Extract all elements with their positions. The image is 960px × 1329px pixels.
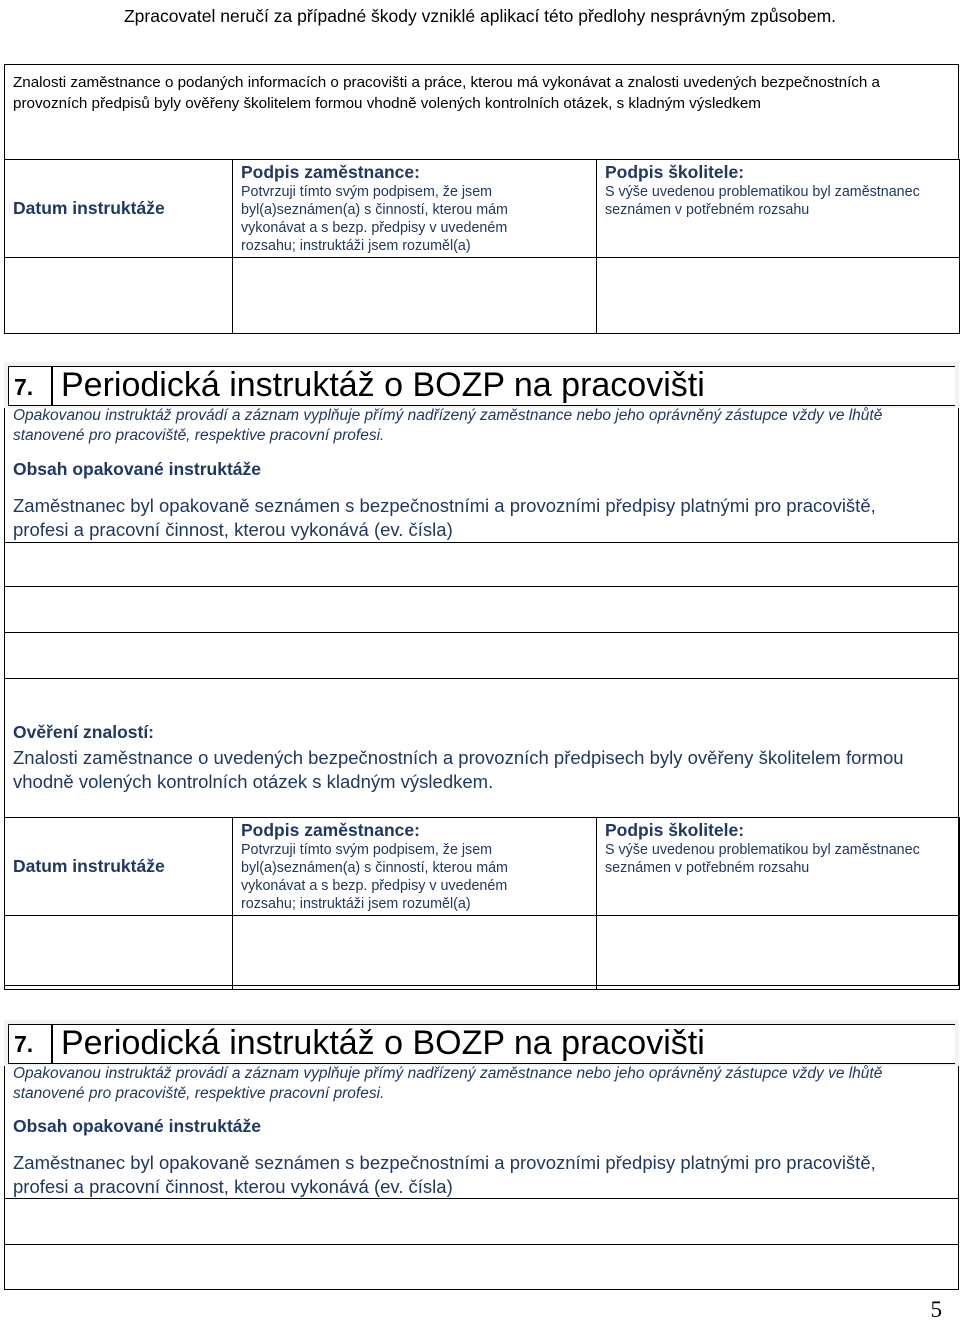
section-number: 7. (14, 1031, 34, 1057)
content-heading: Obsah opakované instruktáže (13, 459, 261, 479)
section-title: Periodická instruktáž o BOZP na pracovišti (61, 1024, 705, 1062)
section-description: Opakovanou instruktáž provádí a záznam vyplňuje přímý nadřízený zaměstnance nebo jeho oprávněný zástupce vždy ve lhůtě stanovené pro pracoviště, respektive pracovní profesi. (13, 407, 883, 444)
employee-text: Potvrzuji tímto svým podpisem, že jsem byl(a)seznámen(a) s činností, kterou mám vykonávat a s bezp. předpisy v uvedeném rozsahu; instruktáži jsem rozuměl(a) (241, 842, 508, 912)
content-heading: Obsah opakované instruktáže (13, 1116, 261, 1136)
datum-label: Datum instruktáže (5, 160, 233, 258)
signature-table-1 (4, 159, 960, 334)
verification-text: Znalosti zaměstnance o uvedených bezpečnostních a provozních předpisech byly ověřeny školitelem formou vhodně volených kontrolních otázek s kladným výsledkem. (13, 747, 904, 792)
trainer-signature-field[interactable] (597, 916, 960, 990)
trainer-text: S výše uvedenou problematikou byl zaměstnanec seznámen v potřebném rozsahu (605, 184, 920, 218)
content-line-1[interactable] (4, 542, 959, 586)
employee-signature-field[interactable] (233, 916, 597, 990)
content-text: Zaměstnanec byl opakovaně seznámen s bezpečnostními a provozními předpisy platnými pro pracoviště, profesi a pracovní činnost, kterou vykonává (ev. čísla) (13, 1152, 876, 1197)
employee-signature-header (233, 818, 597, 916)
content-text: Zaměstnanec byl opakovaně seznámen s bezpečnostními a provozními předpisy platnými pro pracoviště, profesi a pracovní činnost, kterou vykonává (ev. čísla) (13, 495, 876, 540)
employee-text: Potvrzuji tímto svým podpisem, že jsem byl(a)seznámen(a) s činností, kterou mám vykonávat a s bezp. předpisy v uvedeném rozsahu; instruktáži jsem rozuměl(a) (241, 184, 508, 254)
datum-field[interactable] (5, 258, 233, 334)
employee-heading: Podpis zaměstnance: (241, 820, 420, 840)
employee-heading: Podpis zaměstnance: (241, 162, 420, 182)
content-line-2[interactable] (4, 586, 959, 632)
trainer-text: S výše uvedenou problematikou byl zaměstnanec seznámen v potřebném rozsahu (605, 842, 920, 876)
employee-signature-header (233, 160, 597, 258)
trainer-signature-header (597, 818, 960, 916)
section-title: Periodická instruktáž o BOZP na pracovišti (61, 366, 705, 404)
datum-field[interactable] (5, 916, 233, 990)
content-line-1[interactable] (4, 1198, 959, 1244)
content-line-2[interactable] (4, 1244, 959, 1290)
trainer-heading: Podpis školitele: (605, 162, 745, 182)
section-number: 7. (14, 374, 34, 400)
section-description: Opakovanou instruktáž provádí a záznam vyplňuje přímý nadřízený zaměstnance nebo jeho oprávněný zástupce vždy ve lhůtě stanovené pro pracoviště, respektive pracovní profesi. (13, 1065, 883, 1102)
trainer-heading: Podpis školitele: (605, 820, 745, 840)
disclaimer: Zpracovatel neručí za případné škody vzniklé aplikací této předlohy nesprávným způsobem. (123, 6, 837, 26)
employee-signature-field[interactable] (233, 258, 597, 334)
trainer-signature-header (597, 160, 960, 258)
verification-heading: Ověření znalostí: (13, 722, 155, 742)
intro-text: Znalosti zaměstnance o podaných informacích o pracovišti a práce, kterou má vykonávat a znalosti uvedených bezpečnostních a provozních předpisů byly ověřeny školitelem formou vhodně volených kontrolních otázek, s kladným výsledkem (13, 74, 881, 112)
page-number: 5 (930, 1297, 942, 1322)
trainer-signature-field[interactable] (597, 258, 960, 334)
content-line-3[interactable] (4, 632, 959, 678)
datum-label: Datum instruktáže (5, 818, 233, 916)
signature-table-2 (4, 817, 960, 990)
